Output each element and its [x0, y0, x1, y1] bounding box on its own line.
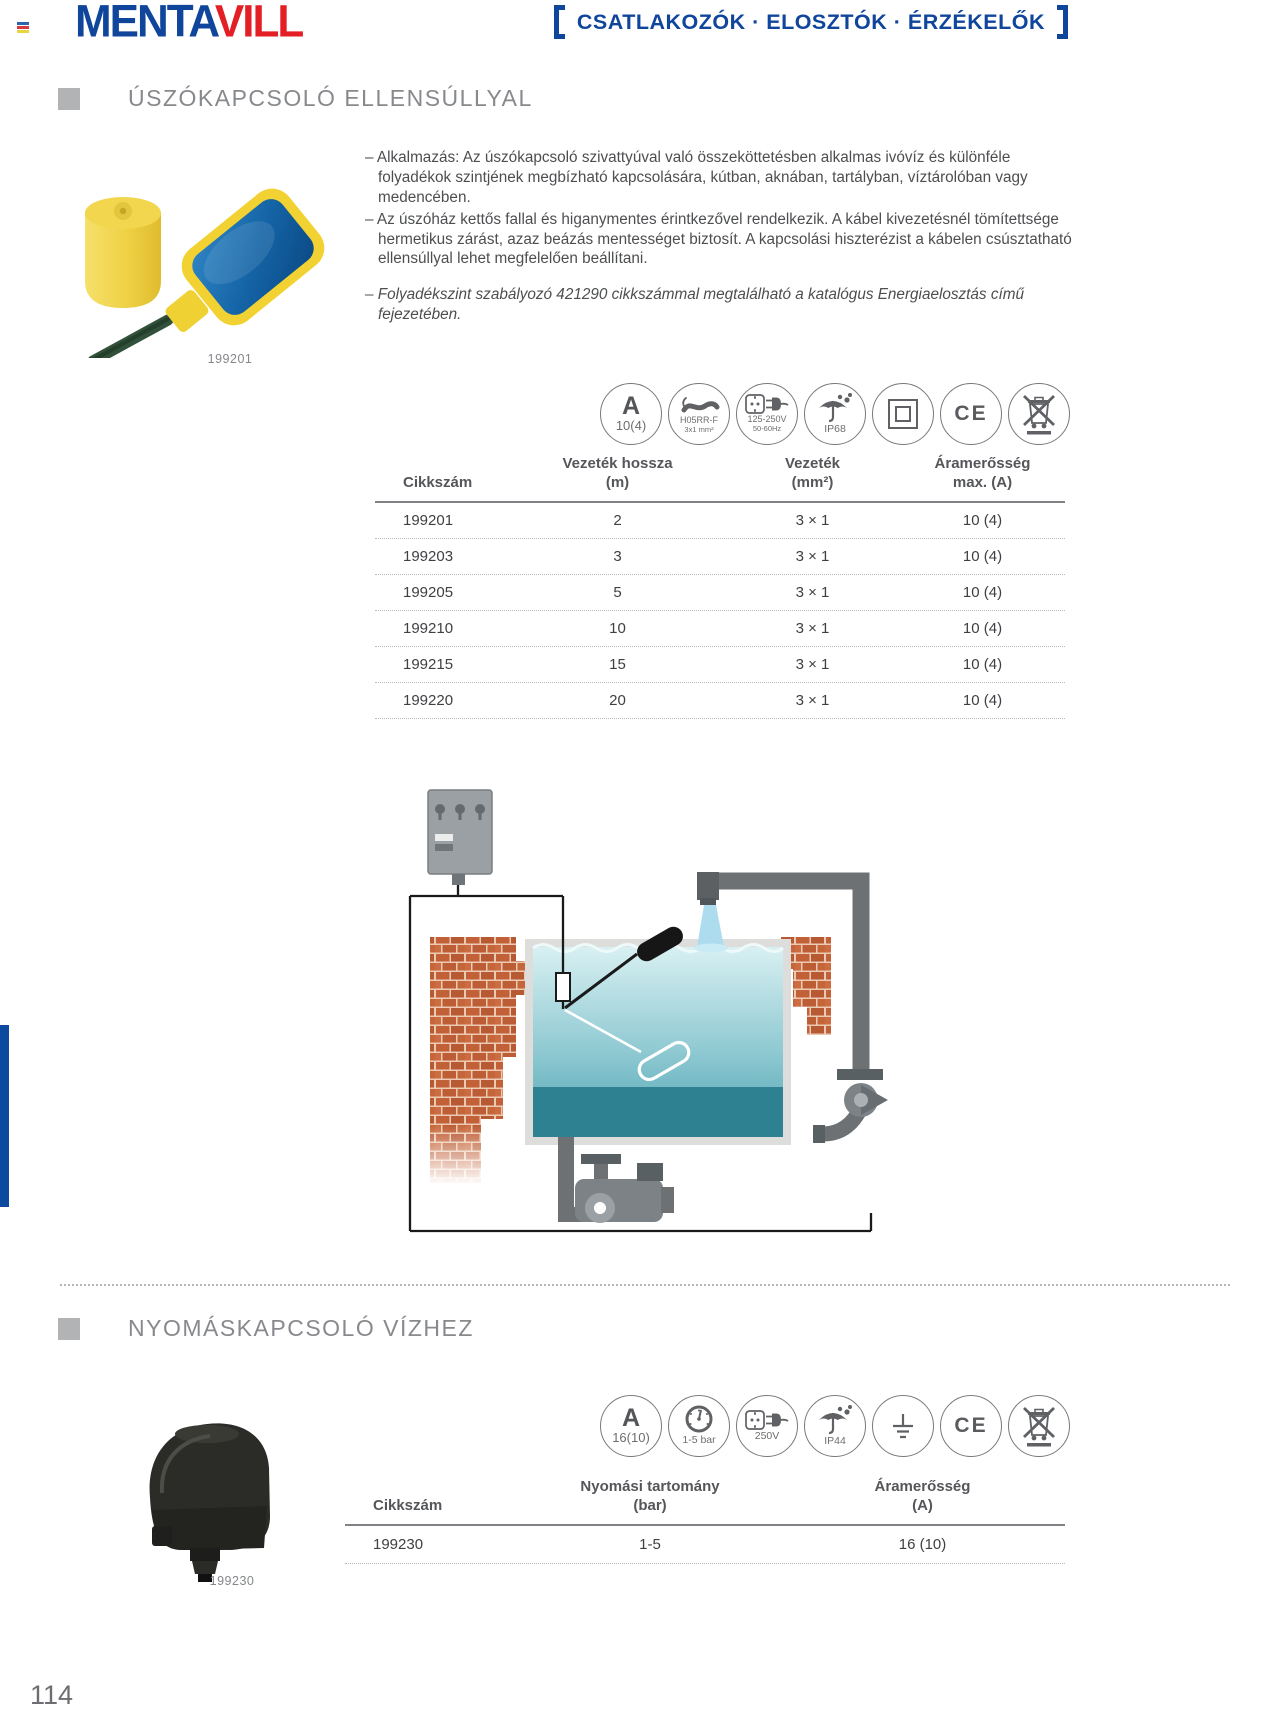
page-number: 114	[30, 1680, 74, 1710]
table-header-row	[375, 455, 1065, 503]
voltage-icon: 250V	[736, 1395, 798, 1457]
col-header-aramerosseg: Áramerősség (A)	[874, 1478, 971, 1514]
table-row: 199210 10 3 × 1 10 (4)	[375, 611, 1065, 647]
current-rating-icon: A 10(4)	[600, 383, 662, 445]
control-box	[428, 790, 492, 885]
print-registration-marks	[17, 22, 29, 35]
bracket-right-icon	[1057, 5, 1068, 39]
weee-disposal-icon	[1008, 1395, 1070, 1457]
float-switch-table	[375, 455, 1065, 719]
table-row: 199205 5 3 × 1 10 (4)	[375, 575, 1065, 611]
table-row: 199215 15 3 × 1 10 (4)	[375, 647, 1065, 683]
outlet-pump	[813, 1069, 888, 1143]
ip-rating-umbrella-icon: IP44	[804, 1395, 866, 1457]
col-header-vezetek-hossza: Vezeték hossza (m)	[562, 455, 673, 491]
float-switch-product-image	[65, 158, 365, 358]
voltage-frequency-icon: 125-250V 50-60Hz	[736, 383, 798, 445]
chapter-side-tab	[0, 1025, 9, 1207]
weee-disposal-icon	[1008, 383, 1070, 445]
logo-text-red: VILL	[214, 0, 303, 47]
cable-type-icon: H05RR-F 3x1 mm²	[668, 383, 730, 445]
col-header-vezetek: Vezeték (mm²)	[784, 455, 841, 491]
pressure-switch-table	[345, 1478, 1065, 1564]
product-code-label: 199201	[207, 352, 253, 366]
product-code-label: 199230	[209, 1574, 255, 1588]
logo-text-blue: MENTA	[75, 0, 215, 47]
installation-diagram	[375, 755, 895, 1255]
ce-marking-icon: CE	[940, 383, 1002, 445]
earthing-icon	[872, 1395, 934, 1457]
table-row: 199203 3 3 × 1 10 (4)	[375, 539, 1065, 575]
brand-logo	[75, 0, 302, 48]
bracket-left-icon	[554, 5, 565, 39]
bullet-reference: – Folyadékszint szabályozó 421290 cikkszámmal megtalálható a katalógus Energiaelosztás című fejezetében.	[365, 286, 1024, 324]
table-row: 199201 2 3 × 1 10 (4)	[375, 503, 1065, 539]
section2-rating-icons	[600, 1395, 1070, 1457]
pressure-range-icon: 1-5 bar	[668, 1395, 730, 1457]
ip-rating-umbrella-icon: IP68	[804, 383, 866, 445]
section1-description	[365, 148, 1080, 327]
category-title: CSATLAKOZÓK · ELOSZTÓK · ÉRZÉKELŐK	[576, 9, 1045, 34]
cable-anchor	[556, 973, 570, 1001]
water-stream	[697, 905, 724, 947]
col-header-aramerosseg: Áramerősség max. (A)	[934, 455, 1031, 491]
section1-rating-icons	[600, 383, 1070, 445]
bullet-application: – Alkalmazás: Az úszókapcsoló szivattyúval való összeköttetésben alkalmas ivóvíz és különféle folyadékok szintjének megbízható kapcsolására, kútban, aknában, tartályban, víztárolóban vagy medencében.	[365, 149, 1028, 206]
col-header-cikkszam: Cikkszám	[403, 473, 473, 491]
drain-pump	[558, 1137, 674, 1223]
section1-title: ÚSZÓKAPCSOLÓ ELLENSÚLLYAL	[128, 85, 533, 111]
table-row: 199230 1-5 16 (10)	[345, 1526, 1065, 1564]
table-header-row	[345, 1478, 1065, 1526]
ce-marking-icon: CE	[940, 1395, 1002, 1457]
table-row: 199220 20 3 × 1 10 (4)	[375, 683, 1065, 719]
col-header-cikkszam: Cikkszám	[373, 1496, 443, 1514]
class-2-insulation-icon	[872, 383, 934, 445]
pressure-switch-product-image	[112, 1398, 312, 1583]
bullet-housing: – Az úszóház kettős fallal és higanymentes érintkezővel rendelkezik. A kábel kivezetésnél tömítettsége hermetikus zárást, azaz beázás mentességet biztosít. A kapcsolási hiszterézist a kábelen csúsztatható ellensúllyal lehet megfelelően beállítani.	[365, 210, 1072, 268]
col-header-nyomasi-tartomany: Nyomási tartomány (bar)	[580, 1478, 720, 1514]
section-separator	[60, 1284, 1230, 1286]
section-bullet-square	[58, 1318, 80, 1340]
current-rating-icon: A 16(10)	[600, 1395, 662, 1457]
category-banner	[520, 5, 1068, 39]
section2-title: NYOMÁSKAPCSOLÓ VÍZHEZ	[128, 1315, 474, 1341]
section-bullet-square	[58, 88, 80, 110]
